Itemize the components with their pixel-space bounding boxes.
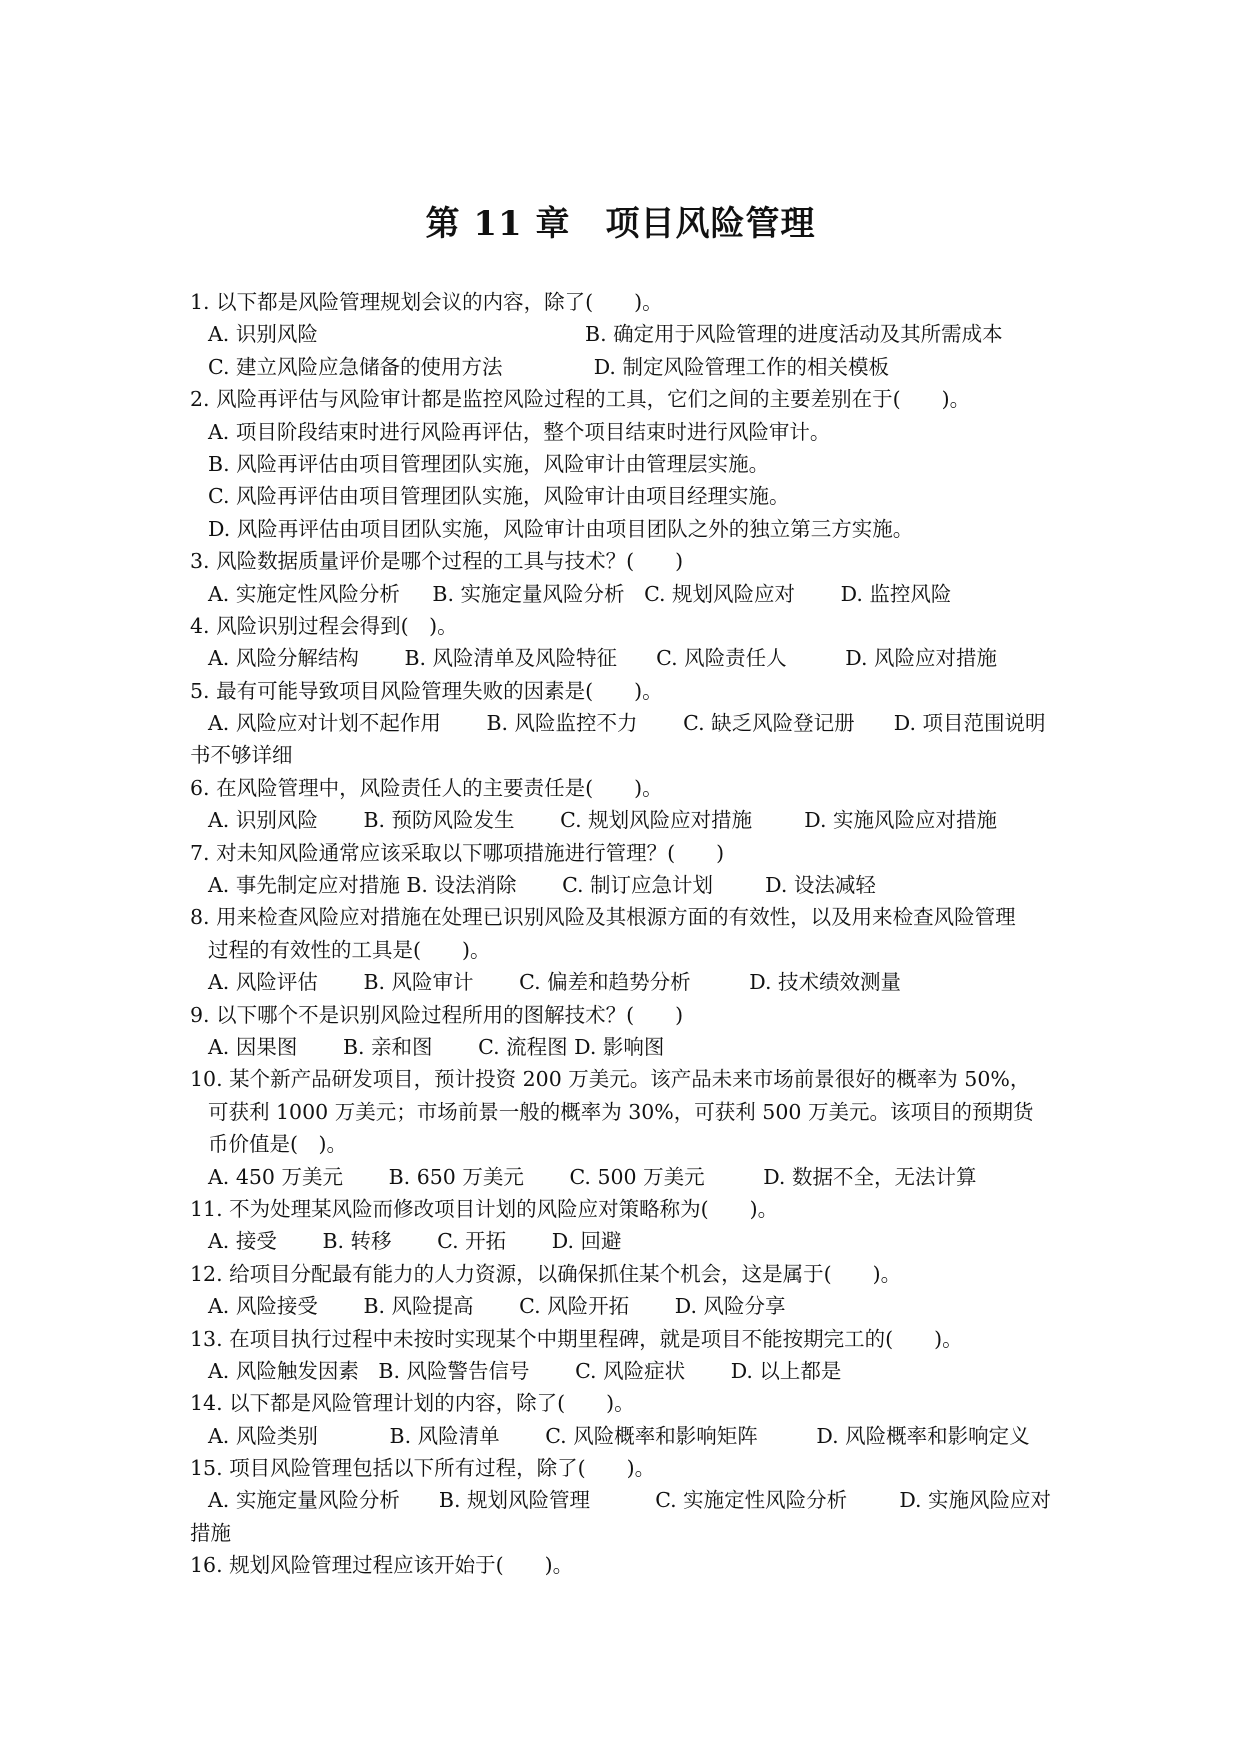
text-line: A. 识别风险 B. 确定用于风险管理的进度活动及其所需成本 <box>208 322 1003 347</box>
text-line: 过程的有效性的工具是( )。 <box>208 937 491 962</box>
text-line: 措施 <box>190 1520 231 1545</box>
text-line: C. 风险再评估由项目管理团队实施，风险审计由项目经理实施。 <box>208 484 790 509</box>
text-line: 10. 某个新产品研发项目，预计投资 200 万美元。该产品未来市场前景很好的概率为 50%， <box>190 1067 1031 1092</box>
text-line: B. 风险再评估由项目管理团队实施，风险审计由管理层实施。 <box>208 451 770 476</box>
text-line: A. 风险评估 B. 风险审计 C. 偏差和趋势分析 D. 技术绩效测量 <box>208 970 902 995</box>
text-line: 16. 规划风险管理过程应该开始于( )。 <box>190 1553 574 1578</box>
text-line: 11. 不为处理某风险而修改项目计划的风险应对策略称为( )。 <box>190 1196 779 1221</box>
text-line: A. 风险分解结构 B. 风险清单及风险特征 C. 风险责任人 D. 风险应对措施 <box>208 646 998 671</box>
text-line: 9. 以下哪个不是识别风险过程所用的图解技术？( ) <box>190 1002 684 1027</box>
text-line: D. 风险再评估由项目团队实施，风险审计由项目团队之外的独立第三方实施。 <box>208 516 914 541</box>
text-line: 7. 对未知风险通常应该采取以下哪项措施进行管理？( ) <box>190 840 725 865</box>
text-line: 书不够详细 <box>190 743 293 768</box>
text-line: 5. 最有可能导致项目风险管理失败的因素是( )。 <box>190 678 663 703</box>
question-list <box>190 286 1070 1582</box>
text-line: 13. 在项目执行过程中未按时实现某个中期里程碑，就是项目不能按期完工的( )。 <box>190 1326 963 1351</box>
text-line: A. 风险应对计划不起作用 B. 风险监控不力 C. 缺乏风险登记册 D. 项目范围说明 <box>208 711 1046 736</box>
text-line: A. 识别风险 B. 预防风险发生 C. 规划风险应对措施 D. 实施风险应对措施 <box>208 808 998 833</box>
text-line: A. 项目阶段结束时进行风险再评估，整个项目结束时进行风险审计。 <box>208 419 831 444</box>
text-line: 币价值是( )。 <box>208 1132 347 1157</box>
text-line: 4. 风险识别过程会得到( )。 <box>190 613 458 638</box>
chapter-title: 第 11 章 项目风险管理 <box>425 204 816 244</box>
text-line: 可获利 1000 万美元；市场前景一般的概率为 30%，可获利 500 万美元。该项目的预期货 <box>208 1099 1034 1124</box>
text-line: 15. 项目风险管理包括以下所有过程，除了( )。 <box>190 1456 656 1481</box>
text-line: C. 建立风险应急储备的使用方法 D. 制定风险管理工作的相关模板 <box>208 354 889 379</box>
text-line: A. 事先制定应对措施 B. 设法消除 C. 制订应急计划 D. 设法减轻 <box>208 873 876 898</box>
text-line: 8. 用来检查风险应对措施在处理已识别风险及其根源方面的有效性，以及用来检查风险管理 <box>190 905 1016 930</box>
text-line: A. 因果图 B. 亲和图 C. 流程图 D. 影响图 <box>208 1034 665 1059</box>
text-line: 3. 风险数据质量评价是哪个过程的工具与技术？( ) <box>190 549 684 574</box>
text-line: 6. 在风险管理中，风险责任人的主要责任是( )。 <box>190 775 663 800</box>
text-line: 14. 以下都是风险管理计划的内容，除了( )。 <box>190 1391 635 1416</box>
text-line: A. 450 万美元 B. 650 万美元 C. 500 万美元 D. 数据不全，无法计算 <box>208 1164 977 1189</box>
text-line: A. 接受 B. 转移 C. 开拓 D. 回避 <box>208 1229 622 1254</box>
text-line: A. 风险接受 B. 风险提高 C. 风险开拓 D. 风险分享 <box>208 1294 786 1319</box>
text-line: A. 实施定量风险分析 B. 规划风险管理 C. 实施定性风险分析 D. 实施风险应对 <box>208 1488 1052 1513</box>
text-line: 1. 以下都是风险管理规划会议的内容，除了( )。 <box>190 290 663 314</box>
text-line: 2. 风险再评估与风险审计都是监控风险过程的工具，它们之间的主要差别在于( )。 <box>190 387 971 412</box>
text-line: A. 风险触发因素 B. 风险警告信号 C. 风险症状 D. 以上都是 <box>208 1358 842 1383</box>
text-line: A. 风险类别 B. 风险清单 C. 风险概率和影响矩阵 D. 风险概率和影响定义 <box>208 1423 1030 1448</box>
text-line: A. 实施定性风险分析 B. 实施定量风险分析 C. 规划风险应对 D. 监控风险 <box>208 581 952 606</box>
text-line: 12. 给项目分配最有能力的人力资源，以确保抓住某个机会，这是属于( )。 <box>190 1261 902 1286</box>
